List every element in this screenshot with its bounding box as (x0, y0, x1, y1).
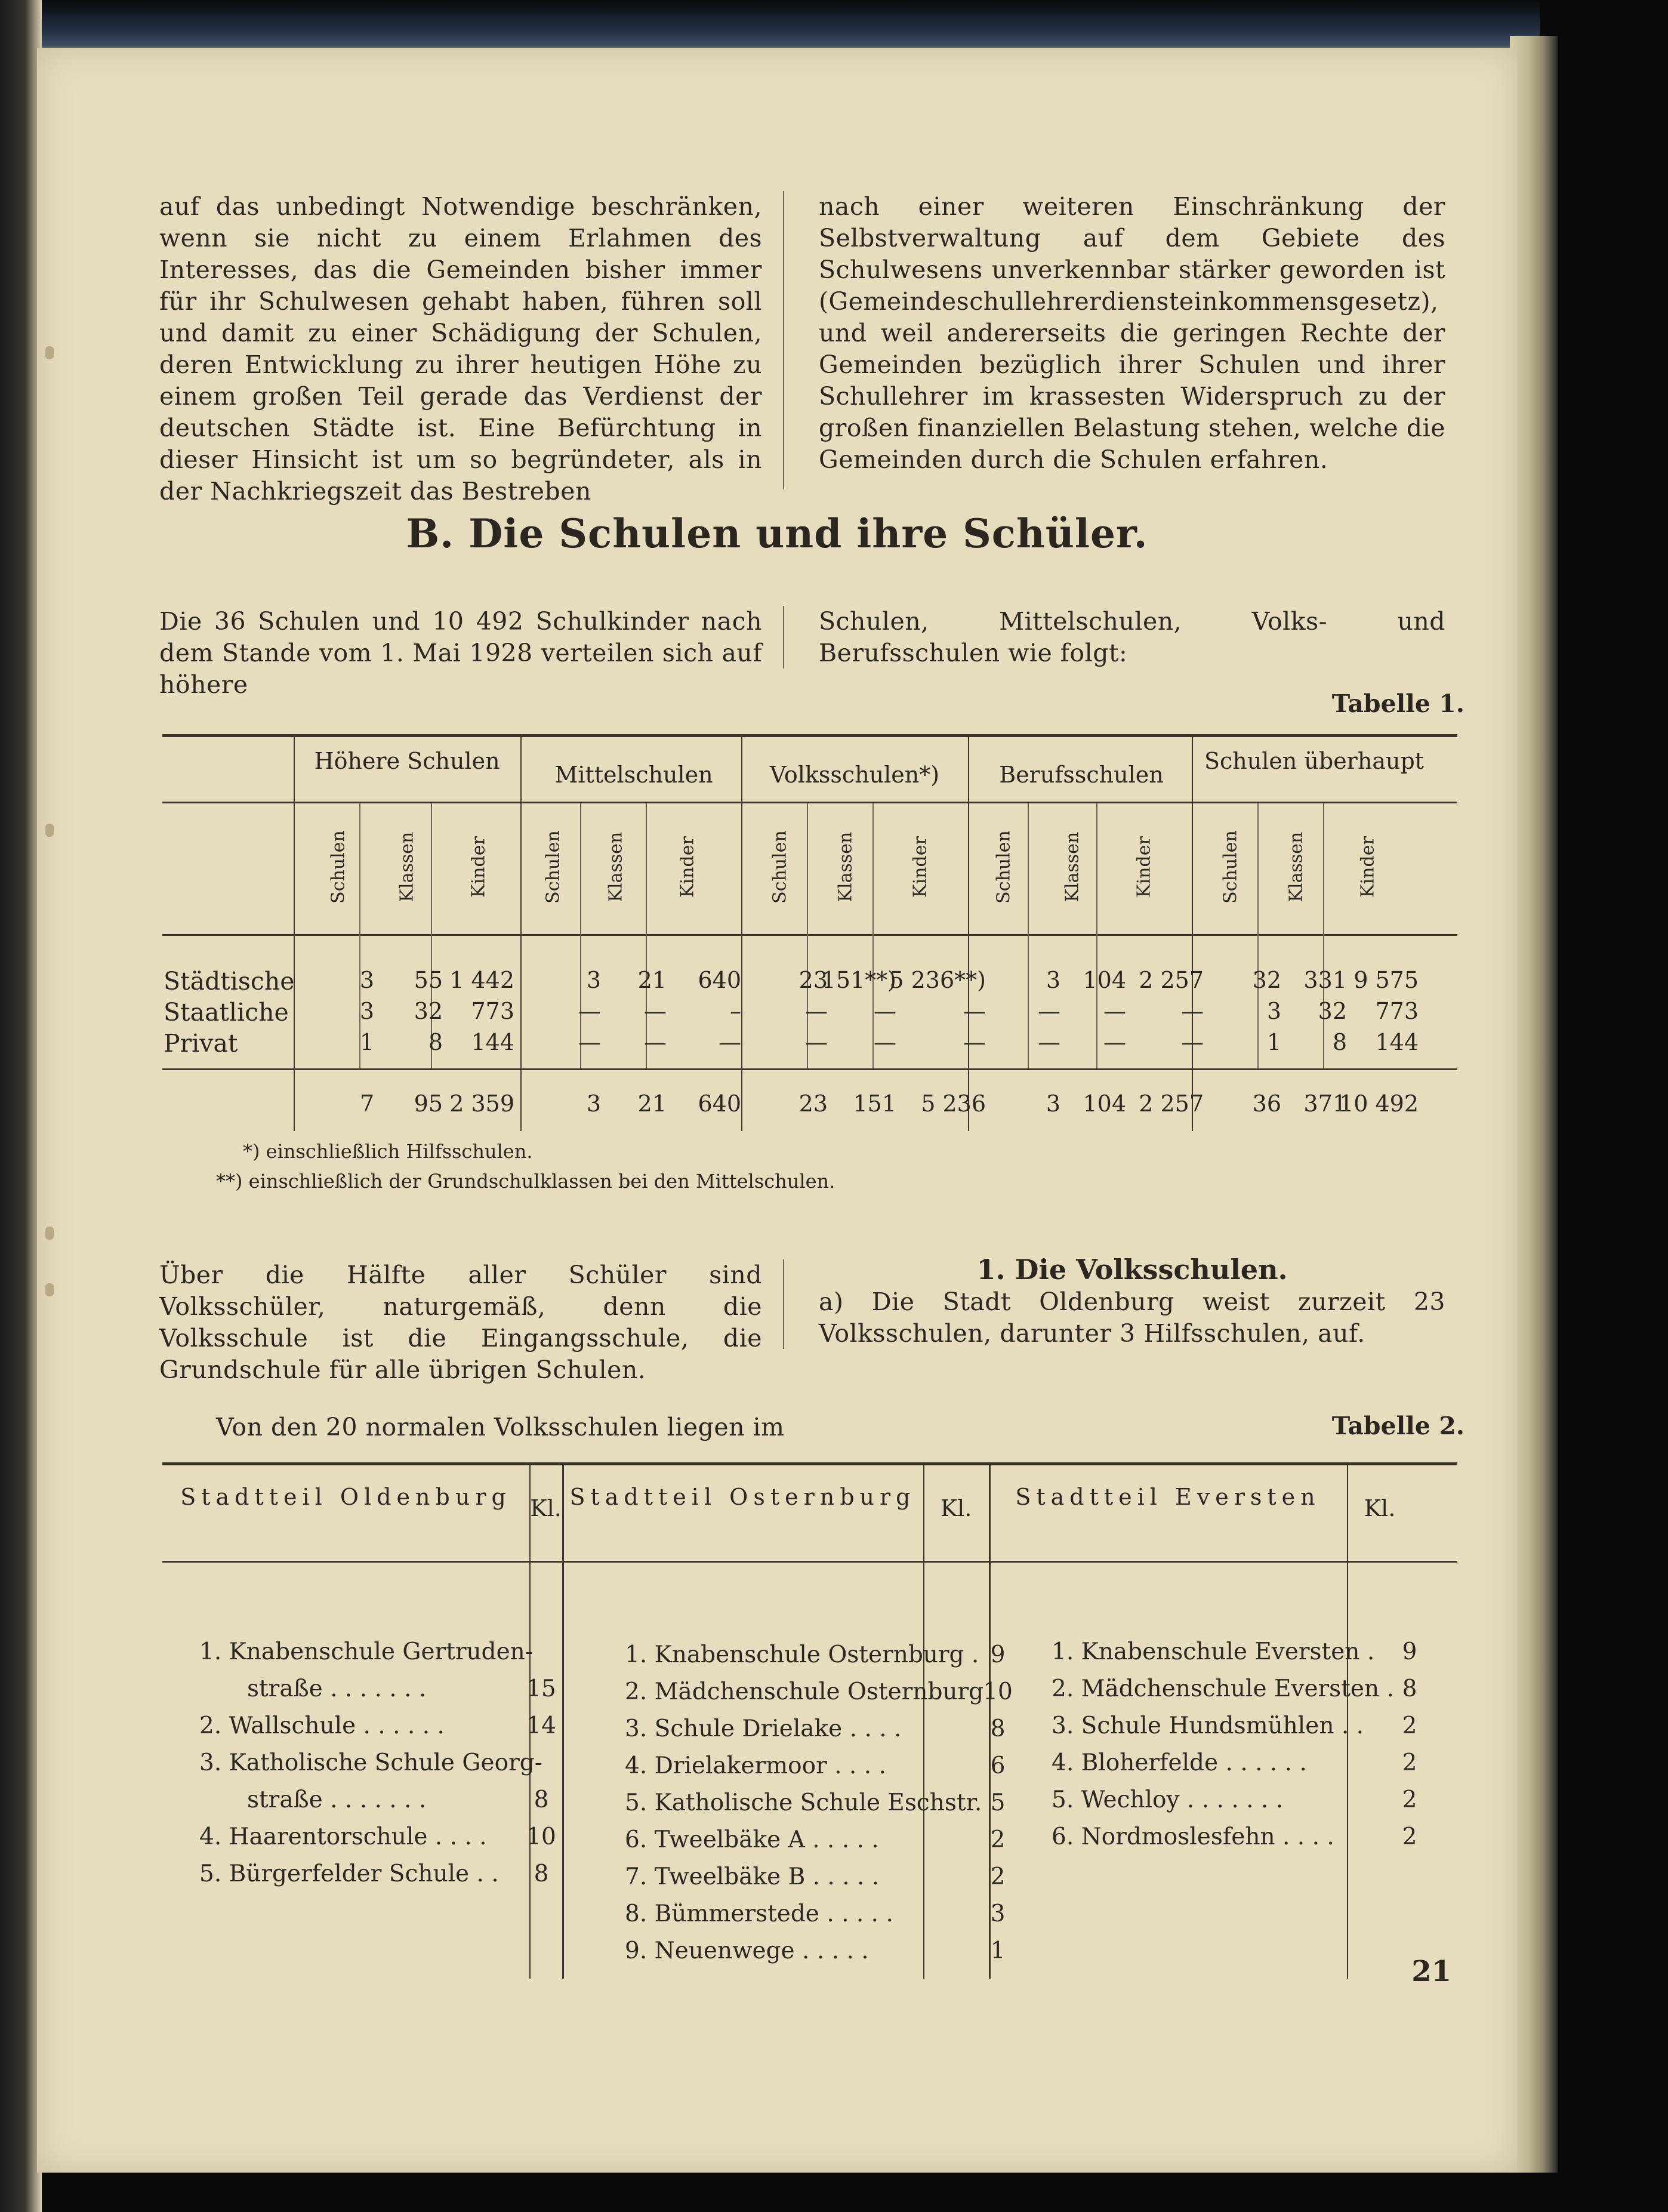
table2-item: 5. Wechloy . . . . . . . (1052, 1786, 1284, 1813)
column-divider (783, 606, 784, 668)
table1-subheader: Klassen (835, 831, 856, 902)
table2-district-header: Stadtteil Eversten (1015, 1484, 1321, 1510)
table1-cell: — (1103, 1029, 1126, 1055)
page-number: 21 (1411, 1955, 1451, 1988)
table1-total-cell: 2 359 (449, 1090, 514, 1117)
table1-subheader: Klassen (1062, 831, 1083, 902)
table2-item: straße . . . . . . . (247, 1786, 427, 1813)
table-col-divider (741, 734, 742, 1131)
table2-label: Tabelle 2. (1331, 1412, 1464, 1440)
table1-cell: — (874, 998, 896, 1024)
table1-subheader: Kinder (909, 836, 931, 898)
table1-total-cell: 95 (414, 1090, 443, 1117)
table2-kl-value: 9 (1402, 1638, 1417, 1665)
intro-right-column (819, 191, 1445, 476)
table2-kl-value: 5 (990, 1789, 1006, 1816)
middle-left-column: Über die Hälfte aller Schüler sind Volksschüler, naturgemäß, denn die Volksschule ist die Eingangsschule, die Grundschule für alle übrigen Schulen. (159, 1261, 762, 1384)
table1-total-cell: 10 492 (1339, 1090, 1419, 1117)
table1-cell: 104 (1083, 967, 1126, 993)
table1-total-cell: 371 (1303, 1090, 1347, 1117)
table1-cell: 773 (1375, 998, 1419, 1024)
table1-cell: — (1038, 1029, 1060, 1055)
table2-item: 8. Bümmerstede . . . . . (625, 1900, 893, 1927)
table1-cell: — (578, 1029, 601, 1055)
table1-group-header: Mittelschulen (554, 762, 713, 788)
table1-group-header: Schulen überhaupt (1204, 748, 1425, 774)
table1-total-cell: 5 236 (921, 1090, 986, 1117)
table2-kl-value: 14 (526, 1712, 556, 1739)
table1-subheader: Klassen (605, 831, 627, 902)
table2-item: 5. Katholische Schule Eschstr. (625, 1789, 982, 1816)
table1-group-header: Höhere Schulen (314, 748, 500, 774)
table1-cell: 144 (471, 1029, 514, 1055)
table1-subheader: Kinder (1133, 836, 1155, 898)
table1-subheader: Kinder (1357, 836, 1379, 898)
table2-kl-value: 2 (1402, 1749, 1417, 1776)
table2-kl-value: 1 (990, 1937, 1006, 1964)
table1-cell: 151**) (821, 967, 896, 993)
table2-item: 3. Katholische Schule Georg- (199, 1749, 542, 1776)
table1-subheader: Kinder (677, 836, 698, 898)
table1-cell: — (963, 1029, 986, 1055)
table1-cell: 3 (359, 967, 374, 993)
table1-subheader: Schulen (1220, 830, 1241, 904)
table1-cell: — (805, 998, 828, 1024)
table1-cell: 1 442 (449, 967, 514, 993)
table-col-divider (923, 1462, 924, 1979)
table2-kl-value: 8 (534, 1860, 549, 1887)
middle-right-column: a) Die Stadt Oldenburg weist zurzeit 23 Volksschulen, darunter 3 Hilfsschulen, auf. (819, 1287, 1445, 1348)
table-rule-head (162, 1561, 1457, 1563)
volksschulen-heading: 1. Die Volksschulen. (976, 1253, 1288, 1286)
table1-cell: — (805, 1029, 828, 1055)
table-col-divider (1257, 803, 1259, 1068)
table-col-divider (1192, 734, 1193, 1131)
table2-kl-value: 3 (990, 1900, 1006, 1927)
table2-item: 7. Tweelbäke B . . . . . (625, 1863, 880, 1890)
table2-kl-value: 2 (1402, 1712, 1417, 1739)
table1-subheader: Kinder (468, 836, 489, 898)
table1-row-label: Privat (164, 1029, 238, 1058)
table-col-divider (1028, 803, 1029, 1068)
page (37, 48, 1517, 2173)
intro-right-text: nach einer weiteren Einschränkung der Selbstverwaltung auf dem Gebiete des Schulwesens unverkennbar stärker geworden ist (Gemeindeschullehrerdiensteinkommensgesetz), und weil andererseits die geringen Rechte der Gemeinden bezüglich ihrer Schulen und ihrer Schullehrer im krassesten Widerspruch zu der großen finanziellen Belastung stehen, welche die Gemeinden durch die Schulen erfahren. (819, 192, 1445, 474)
table1-cell: 1 (359, 1029, 374, 1055)
table1-total-cell: 151 (853, 1090, 896, 1117)
binding-hole (45, 1227, 54, 1240)
table1-cell: 8 (428, 1029, 443, 1055)
table1-cell: 9 575 (1353, 967, 1419, 993)
section-intro-left: Die 36 Schulen und 10 492 Schulkinder nach dem Stande vom 1. Mai 1928 verteilen sich auf höhere (159, 607, 762, 699)
table1-total-cell: 2 257 (1139, 1090, 1204, 1117)
column-divider (783, 191, 784, 489)
table1-group-header: Berufsschulen (999, 762, 1164, 788)
binding-hole (45, 1283, 54, 1296)
section-intro-right: Schulen, Mittelschulen, Volks- und Berufsschulen wie folgt: (819, 607, 1445, 667)
table1-subheader: Schulen (542, 830, 564, 904)
table-col-divider (520, 734, 522, 1131)
book-cover-left (0, 0, 42, 2212)
table1-total-cell: 7 (359, 1090, 374, 1117)
table-col-divider (1323, 803, 1324, 1068)
table1-cell: 23 (798, 967, 828, 993)
table1-cell: 144 (1375, 1029, 1419, 1055)
table1-cell: 331 (1303, 967, 1347, 993)
table1-cell: 3 (359, 998, 374, 1024)
table2-district-header: Stadtteil Osternburg (569, 1484, 916, 1510)
footnote: *) einschließlich Hilfsschulen. (243, 1140, 533, 1163)
table2-intro: Von den 20 normalen Volksschulen liegen im (216, 1413, 785, 1441)
table1-subheader: Klassen (396, 831, 418, 902)
table1-group-header: Volksschulen*) (769, 762, 940, 788)
section-title: B. Die Schulen und ihre Schüler. (406, 510, 1148, 557)
table1-cell: 1 (1266, 1029, 1281, 1055)
binding-hole (45, 346, 54, 359)
table2-item: 1. Knabenschule Eversten . (1052, 1638, 1375, 1665)
table1-cell: 32 (414, 998, 443, 1024)
table2-kl-value: 6 (990, 1752, 1006, 1779)
table1-subheader: Schulen (993, 830, 1015, 904)
table1-total-cell: 23 (798, 1090, 828, 1117)
table1-total-cell: 640 (698, 1090, 741, 1117)
table2-kl-value: 15 (526, 1675, 556, 1702)
table1-cell: 3 (1046, 967, 1060, 993)
table-rule-top (162, 734, 1457, 737)
table2-item: 3. Schule Drielake . . . . (625, 1715, 902, 1742)
table2-item: 3. Schule Hundsmühlen . . (1052, 1712, 1364, 1739)
table1-cell: — (644, 998, 667, 1024)
table2-item: 4. Haarentorschule . . . . (199, 1823, 487, 1850)
table1-total-cell: 36 (1252, 1090, 1281, 1117)
table1-cell: 32 (1252, 967, 1281, 993)
table1-cell: 55 (414, 967, 443, 993)
table-col-divider (1096, 803, 1097, 1068)
table2-kl-value: 9 (990, 1641, 1006, 1668)
table2-item: 2. Mädchenschule Eversten . (1052, 1675, 1394, 1702)
table2-kl-value: 10 (526, 1823, 556, 1850)
table2-item: 6. Tweelbäke A . . . . . (625, 1826, 879, 1853)
table2-item: 1. Knabenschule Osternburg . (625, 1641, 979, 1668)
table1-cell: — (1181, 998, 1204, 1024)
table1-total-cell: 3 (586, 1090, 601, 1117)
table1-cell: — (1181, 1029, 1204, 1055)
table1-cell: 32 (1318, 998, 1347, 1024)
table-rule-head (162, 934, 1457, 936)
table2-kl-header: Kl. (530, 1495, 562, 1521)
intro-left-text: auf das unbedingt Notwendige beschränken, wenn sie nicht zu einem Erlahmen des Interesses, das die Gemeinden bisher immer für ihr Schulwesen gehabt haben, führen soll und damit zu einer Schädigung der Schulen, deren Entwicklung zu ihrer heutigen Höhe zu einem großen Teil gerade das Verdienst der deutschen Städte ist. Eine Befürchtung in dieser Hinsicht ist um so begründeter, als in der Nachkriegszeit das Bestreben (159, 192, 762, 506)
table2-kl-value: 2 (990, 1826, 1006, 1853)
table-col-divider (968, 734, 969, 1131)
table1-cell: — (644, 1029, 667, 1055)
table-rule-top (162, 1462, 1457, 1465)
page-edge (1510, 36, 1558, 2173)
table2-item: 5. Bürgerfelder Schule . . (199, 1860, 499, 1887)
table2-item: 6. Nordmoslesfehn . . . . (1052, 1823, 1334, 1850)
table1-cell: 5 236**) (889, 967, 986, 993)
table1-cell: — (1038, 998, 1060, 1024)
column-divider (783, 1259, 784, 1349)
table1-cell: 3 (586, 967, 601, 993)
table1-cell: — (719, 1029, 741, 1055)
table1-label: Tabelle 1. (1331, 689, 1464, 718)
table-rule-group (162, 802, 1457, 803)
intro-left-column (159, 191, 762, 507)
table2-item: 4. Drielakermoor . . . . (625, 1752, 886, 1779)
table1-cell: 640 (698, 967, 741, 993)
table-col-divider (294, 734, 295, 1131)
table1-cell: — (874, 1029, 896, 1055)
table2-item: 2. Wallschule . . . . . . (199, 1712, 445, 1739)
table2-kl-value: 2 (990, 1863, 1006, 1890)
table2-item: 2. Mädchenschule Osternburg (625, 1678, 984, 1705)
table2-item: straße . . . . . . . (247, 1675, 427, 1702)
table1-cell: 773 (471, 998, 514, 1024)
table1-total-cell: 104 (1083, 1090, 1126, 1117)
footnote: **) einschließlich der Grundschulklassen bei den Mittelschulen. (216, 1170, 835, 1193)
table2-item: 9. Neuenwege . . . . . (625, 1937, 869, 1964)
table1-cell: — (578, 998, 601, 1024)
table1-cell: – (730, 998, 741, 1024)
table2-kl-value: 2 (1402, 1823, 1417, 1850)
table1-subheader: Klassen (1285, 831, 1307, 902)
table1-cell: 2 257 (1139, 967, 1204, 993)
table1-cell: 21 (637, 967, 667, 993)
table1-cell: 8 (1332, 1029, 1347, 1055)
table2-kl-header: Kl. (1364, 1495, 1396, 1521)
table2-kl-value: 8 (534, 1786, 549, 1813)
table2-kl-value: 10 (983, 1678, 1013, 1705)
binding-hole (45, 824, 54, 837)
table2-kl-value: 8 (990, 1715, 1006, 1742)
table1-total-cell: 3 (1046, 1090, 1060, 1117)
table2-district-header: Stadtteil Oldenburg (180, 1484, 511, 1510)
table1-cell: — (1103, 998, 1126, 1024)
table1-subheader: Schulen (328, 830, 349, 904)
table2-item: 1. Knabenschule Gertruden- (199, 1638, 533, 1665)
table2-kl-header: Kl. (940, 1495, 972, 1521)
table1-cell: — (963, 998, 986, 1024)
table-rule-total (162, 1068, 1457, 1070)
table2-kl-value: 2 (1402, 1786, 1417, 1813)
table1-cell: 3 (1266, 998, 1281, 1024)
table2-item: 4. Bloherfelde . . . . . . (1052, 1749, 1307, 1776)
table1-subheader: Schulen (769, 830, 791, 904)
table2-kl-value: 8 (1402, 1675, 1417, 1702)
table1-row-label: Städtische (164, 967, 295, 996)
table1-row-label: Staatliche (164, 998, 289, 1027)
table1-total-cell: 21 (637, 1090, 667, 1117)
